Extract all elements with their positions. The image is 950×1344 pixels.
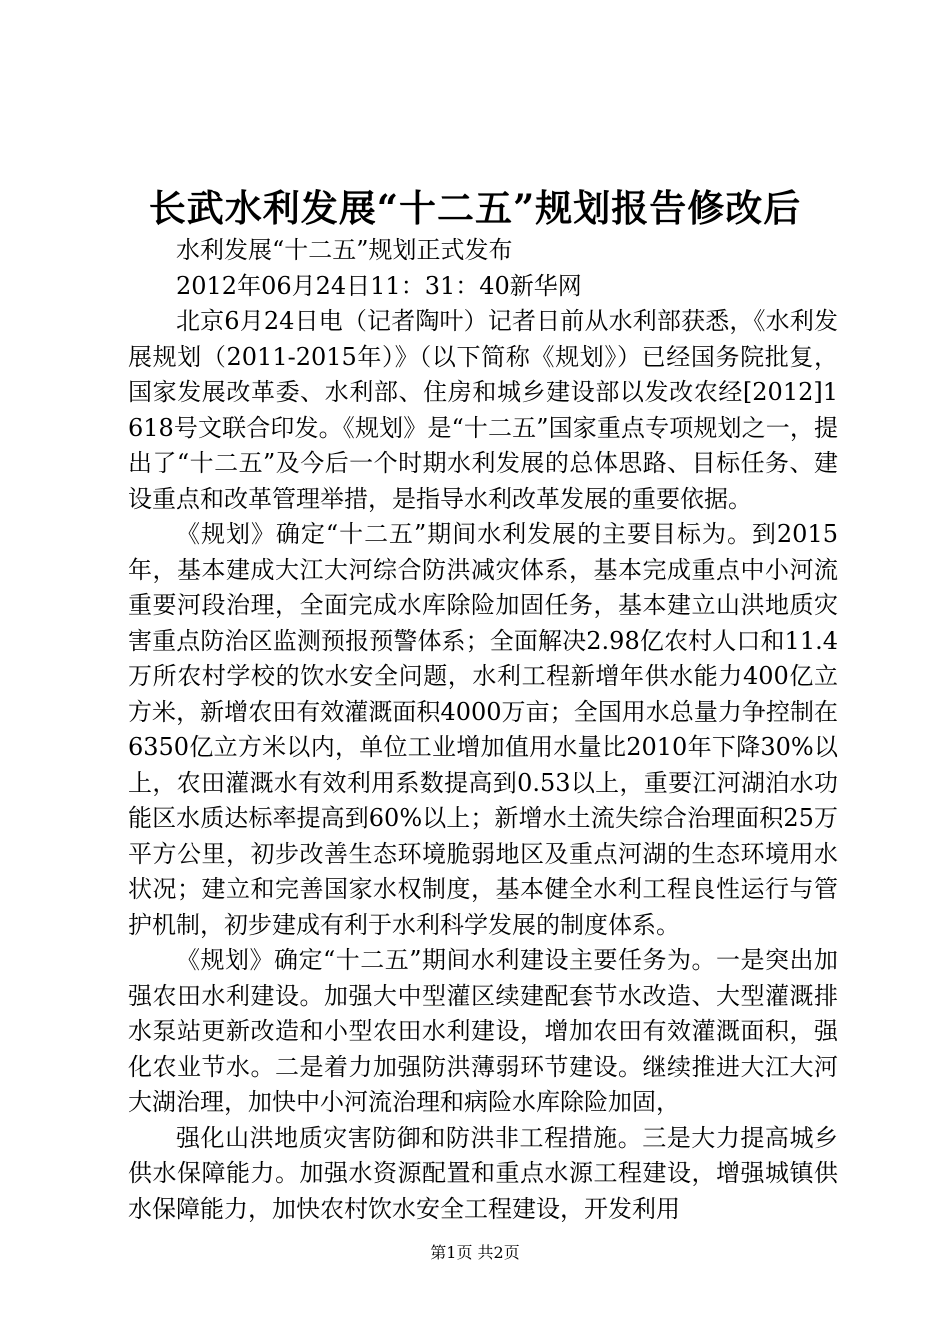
document-body <box>128 233 838 1227</box>
article-dateline: 2012年06月24日11：31：40新华网 <box>176 271 582 300</box>
article-subtitle: 水利发展“十二五”规划正式发布 <box>176 236 513 264</box>
paragraph-1: 北京6月24日电（记者陶叶）记者日前从水利部获悉，《水利发展规划（2011-2015年）》（以下简称《规划》）已经国务院批复，国家发展改革委、水利部、住房和城乡建设部以发改农经[2012]1618号文联合印发。《规划》是“十二五”国家重点专项规划之一，提出了“十二五”及今后一个时期水利发展的总体思路、目标任务、建设重点和改革管理举措，是指导水利改革发展的重要依据。 <box>128 307 838 513</box>
paragraph-3: 《规划》确定“十二五”期间水利建设主要任务为。一是突出加强农田水利建设。加强大中型灌区续建配套节水改造、大型灌溉排水泵站更新改造和小型农田水利建设，增加农田有效灌溉面积，强化农业节水。二是着力加强防洪薄弱环节建设。继续推进大江大河大湖治理，加快中小河流治理和病险水库除险加固， <box>128 946 838 1116</box>
page-number: 第1页 共2页 <box>430 1243 520 1262</box>
document-title: 长武水利发展“十二五”规划报告修改后 <box>148 186 802 230</box>
paragraph-4: 强化山洪地质灾害防御和防洪非工程措施。三是大力提高城乡供水保障能力。加强水资源配置和重点水源工程建设，增强城镇供水保障能力，加快农村饮水安全工程建设，开发利用 <box>128 1123 838 1223</box>
paragraph-2: 《规划》确定“十二五”期间水利发展的主要目标为。到2015年，基本建成大江大河综合防洪减灾体系，基本完成重点中小河流重要河段治理，全面完成水库除险加固任务，基本建立山洪地质灾害重点防治区监测预报预警体系；全面解决2.98亿农村人口和11.4万所农村学校的饮水安全问题，水利工程新增年供水能力400亿立方米，新增农田有效灌溉面积4000万亩；全国用水总量力争控制在6350亿立方米以内，单位工业增加值用水量比2010年下降30%以上，农田灌溉水有效利用系数提高到0.53以上，重要江河湖泊水功能区水质达标率提高到60%以上；新增水土流失综合治理面积25万平方公里，初步改善生态环境脆弱地区及重点河湖的生态环境用水状况；建立和完善国家水权制度，基本健全水利工程良性运行与管护机制，初步建成有利于水利科学发展的制度体系。 <box>128 520 838 939</box>
